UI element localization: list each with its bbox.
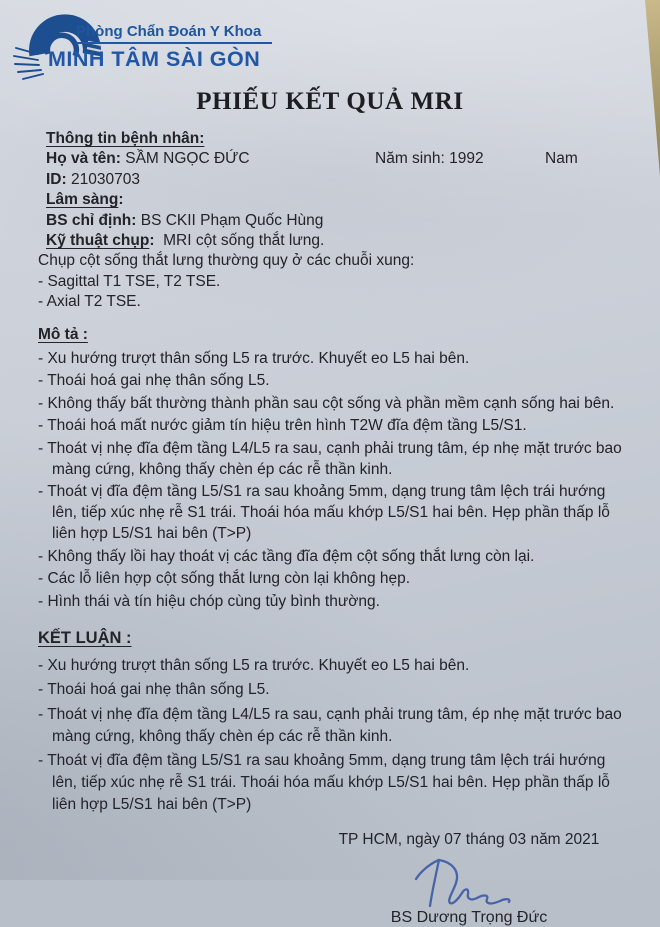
patient-name-value: SẦM NGỌC ĐỨC <box>125 150 250 168</box>
referring-doctor-value: BS CKII Phạm Quốc Hùng <box>140 211 324 229</box>
description-item: - Không thấy lồi hay thoát vị các tầng đĩa đệm cột sống thắt lưng còn lại. <box>38 547 535 565</box>
description-heading: Mô tả : <box>38 325 88 343</box>
signature-block <box>314 830 624 927</box>
protocol-section <box>0 251 660 312</box>
technique-label: Kỹ thuật chụp <box>46 232 150 250</box>
technique-row: Kỹ thuật chụp: MRI cột sống thắt lưng. <box>46 232 325 250</box>
technique-value: MRI cột sống thắt lưng. <box>163 232 325 250</box>
conclusion-item: - Thoát vị nhẹ đĩa đệm tầng L4/L5 ra sau, cạnh phải trung tâm, ép nhẹ mặt trước bao màng cứng, không thấy chèn ép các rễ thần kinh. <box>38 705 622 745</box>
referring-doctor-label: BS chỉ định: <box>46 211 137 229</box>
patient-id-value: 21030703 <box>70 170 140 188</box>
report-header <box>0 0 660 80</box>
patient-info-section <box>0 129 660 251</box>
description-item: - Thoái hoá gai nhẹ thân sống L5. <box>38 372 270 390</box>
description-item: - Thoái hoá mất nước giảm tín hiệu trên hình T2W đĩa đệm tầng L5/S1. <box>38 417 527 435</box>
conclusion-heading: KẾT LUẬN : <box>38 628 132 647</box>
signature-handwriting-icon <box>405 854 533 908</box>
doctor-name: BS Dương Trọng Đức <box>390 909 548 927</box>
conclusion-item: - Xu hướng trượt thân sống L5 ra trước. Khuyết eo L5 hai bên. <box>38 656 470 674</box>
patient-info-heading: Thông tin bệnh nhân: <box>46 130 205 147</box>
birth-year-value: 1992 <box>449 150 484 168</box>
conclusion-item: - Thoái hoá gai nhẹ thân sống L5. <box>38 681 270 699</box>
description-item: - Các lỗ liên hợp cột sống thắt lưng còn lại không hẹp. <box>38 570 411 588</box>
referring-doctor-row <box>46 211 634 231</box>
birth-year-label: Năm sinh: <box>375 150 445 168</box>
patient-name-row <box>46 149 634 169</box>
gender-value: Nam <box>545 150 578 168</box>
clinic-name: MINH TÂM SÀI GÒN <box>48 47 261 71</box>
clinical-heading: Lâm sàng: <box>46 191 124 209</box>
description-item: - Xu hướng trượt thân sống L5 ra trước. Khuyết eo L5 hai bên. <box>38 349 470 367</box>
description-item: - Không thấy bất thường thành phần sau cột sống và phần mềm cạnh sống hai bên. <box>38 394 615 412</box>
clinic-department: Phòng Chẩn Đoán Y Khoa <box>76 23 272 44</box>
description-item: - Hình thái và tín hiệu chóp cùng tủy bình thường. <box>38 592 380 610</box>
sequence-item: - Sagittal T1 TSE, T2 TSE. <box>38 272 221 290</box>
description-item: - Thoát vị đĩa đệm tầng L5/S1 ra sau khoảng 5mm, dạng trung tâm lệch trái hướng lên, tiếp xúc nhẹ rễ S1 trái. Thoái hóa mấu khớp L5/S1 hai bên. Hẹp phần thấp lỗ liên hợp L5/S1 hai bên (T>P) <box>38 483 610 543</box>
conclusion-item: - Thoát vị đĩa đệm tầng L5/S1 ra sau khoảng 5mm, dạng trung tâm lệch trái hướng lên, tiếp xúc nhẹ rễ S1 trái. Thoái hóa mấu khớp L5/S1 hai bên. Hẹp phần thấp lỗ liên hợp L5/S1 hai bên (T>P) <box>38 752 610 814</box>
protocol-intro: Chụp cột sống thắt lưng thường quy ở các chuỗi xung: <box>38 252 415 270</box>
patient-id-label: ID: <box>46 170 67 188</box>
page-title: PHIẾU KẾT QUẢ MRI <box>196 88 464 115</box>
conclusion-section <box>0 629 660 817</box>
sequence-item: - Axial T2 TSE. <box>38 293 141 311</box>
place-date: TP HCM, ngày 07 tháng 03 năm 2021 <box>338 831 600 849</box>
patient-name-label: Họ và tên: <box>46 150 121 168</box>
patient-id-row <box>46 170 634 190</box>
description-section <box>0 326 660 612</box>
description-item: - Thoát vị nhẹ đĩa đệm tầng L4/L5 ra sau, cạnh phải trung tâm, ép nhẹ mặt trước bao màng cứng, không thấy chèn ép các rễ thần kinh. <box>38 439 622 478</box>
